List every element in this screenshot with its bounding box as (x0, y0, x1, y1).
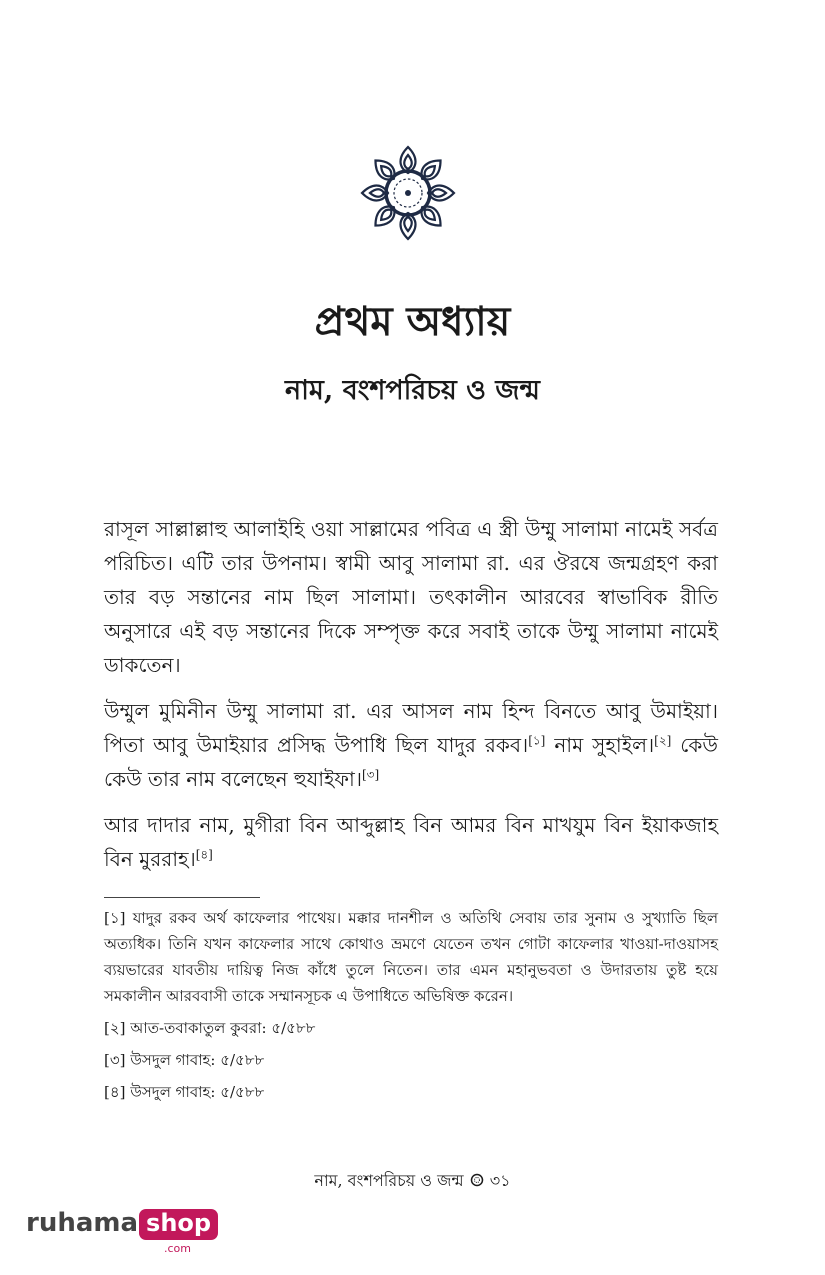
paragraph-3 (104, 808, 718, 876)
footnote-marker: [১] (104, 909, 126, 927)
chapter-subtitle: নাম, বংশপরিচয় ও জন্ম (284, 375, 540, 406)
footnote-text: উসদুল গাবাহ: ৫/৫৮৮ (130, 1083, 265, 1101)
footnote-text: যাদুর রকব অর্থ কাফেলার পাথেয়। মক্কার দানশীল ও অতিথি সেবায় তার সুনাম ও সুখ্যাতি ছিল অত্যধিক। তিনি যখন কাফেলার সাথে কোথাও ভ্রমণে যেতেন তখন গোটা কাফেলার খাওয়া-দাওয়াসহ ব্যয়ভারের যাবতীয় দায়িত্ব নিজ কাঁধে তুলে নিতেন। তার এমন মহানুভবতা ও উদারতায় তুষ্ট হয়ে সমকালীন আরববাসী তাকে সম্মানসূচক এ উপাধিতে অভিষিক্ত করেন। (104, 909, 718, 1005)
paragraph-2 (104, 694, 718, 796)
footnote-4 (104, 1079, 718, 1105)
footnote-ref-4[interactable]: [৪] (195, 847, 213, 862)
small-mandala-icon (469, 1172, 485, 1188)
body-text (104, 512, 718, 888)
logo-brand-prefix: ruhama (26, 1208, 139, 1238)
footnote-ref-1[interactable]: [১] (528, 733, 546, 748)
footnote-3 (104, 1047, 718, 1073)
footnote-marker: [২] (104, 1019, 126, 1037)
footnote-divider (104, 897, 260, 898)
footnote-text: উসদুল গাবাহ: ৫/৫৮৮ (130, 1051, 265, 1069)
page-number: ৩১ (489, 1171, 511, 1190)
lotus-mandala-icon (358, 143, 458, 243)
footnote-text: আত-তবাকাতুল কুবরা: ৫/৫৮৮ (130, 1019, 316, 1037)
footnote-1 (104, 905, 718, 1009)
footnotes (104, 905, 718, 1111)
footnote-marker: [৪] (104, 1083, 126, 1101)
paragraph-2-text-c: কেউ কেউ তার নাম বলেছেন হুযাইফা। (104, 733, 718, 791)
running-title: নাম, বংশপরিচয় ও জন্ম (314, 1171, 464, 1190)
footnote-2 (104, 1015, 718, 1041)
paragraph-2-text-a: উম্মুল মুমিনীন উম্মু সালামা রা. এর আসল নাম হিন্দ বিনতে আবু উমাইয়া। পিতা আবু উমাইয়ার প্রসিদ্ধ উপাধি ছিল যাদুর রকব। (104, 699, 718, 757)
logo-domain: .com (164, 1242, 191, 1255)
ruhamashop-logo (26, 1208, 218, 1255)
chapter-title: প্রথম অধ্যায় (314, 298, 511, 345)
footnote-ref-3[interactable]: [৩] (362, 767, 380, 782)
logo-brand-suffix: shop (139, 1209, 218, 1240)
paragraph-2-text-b: নাম সুহাইল। (545, 733, 655, 757)
footnote-marker: [৩] (104, 1051, 126, 1069)
paragraph-1: রাসূল সাল্লাল্লাহু আলাইহি ওয়া সাল্লামের পবিত্র এ স্ত্রী উম্মু সালামা নামেই সর্বত্র পরিচিত। এটি তার উপনাম। স্বামী আবু সালামা রা. এর ঔরষে জন্মগ্রহণ করা তার বড় সন্তানের নাম ছিল সালামা। তৎকালীন আরবের স্বাভাবিক রীতি অনুসারে এই বড় সন্তানের দিকে সম্পৃক্ত করে সবাই তাকে উম্মু সালামা নামেই ডাকতেন। (104, 517, 718, 677)
page-footer (0, 1168, 825, 1195)
paragraph-3-text: আর দাদার নাম, মুগীরা বিন আব্দুল্লাহ বিন আমর বিন মাখযুম বিন ইয়াকজাহ বিন মুররাহ। (104, 813, 718, 871)
footnote-ref-2[interactable]: [২] (654, 733, 672, 748)
